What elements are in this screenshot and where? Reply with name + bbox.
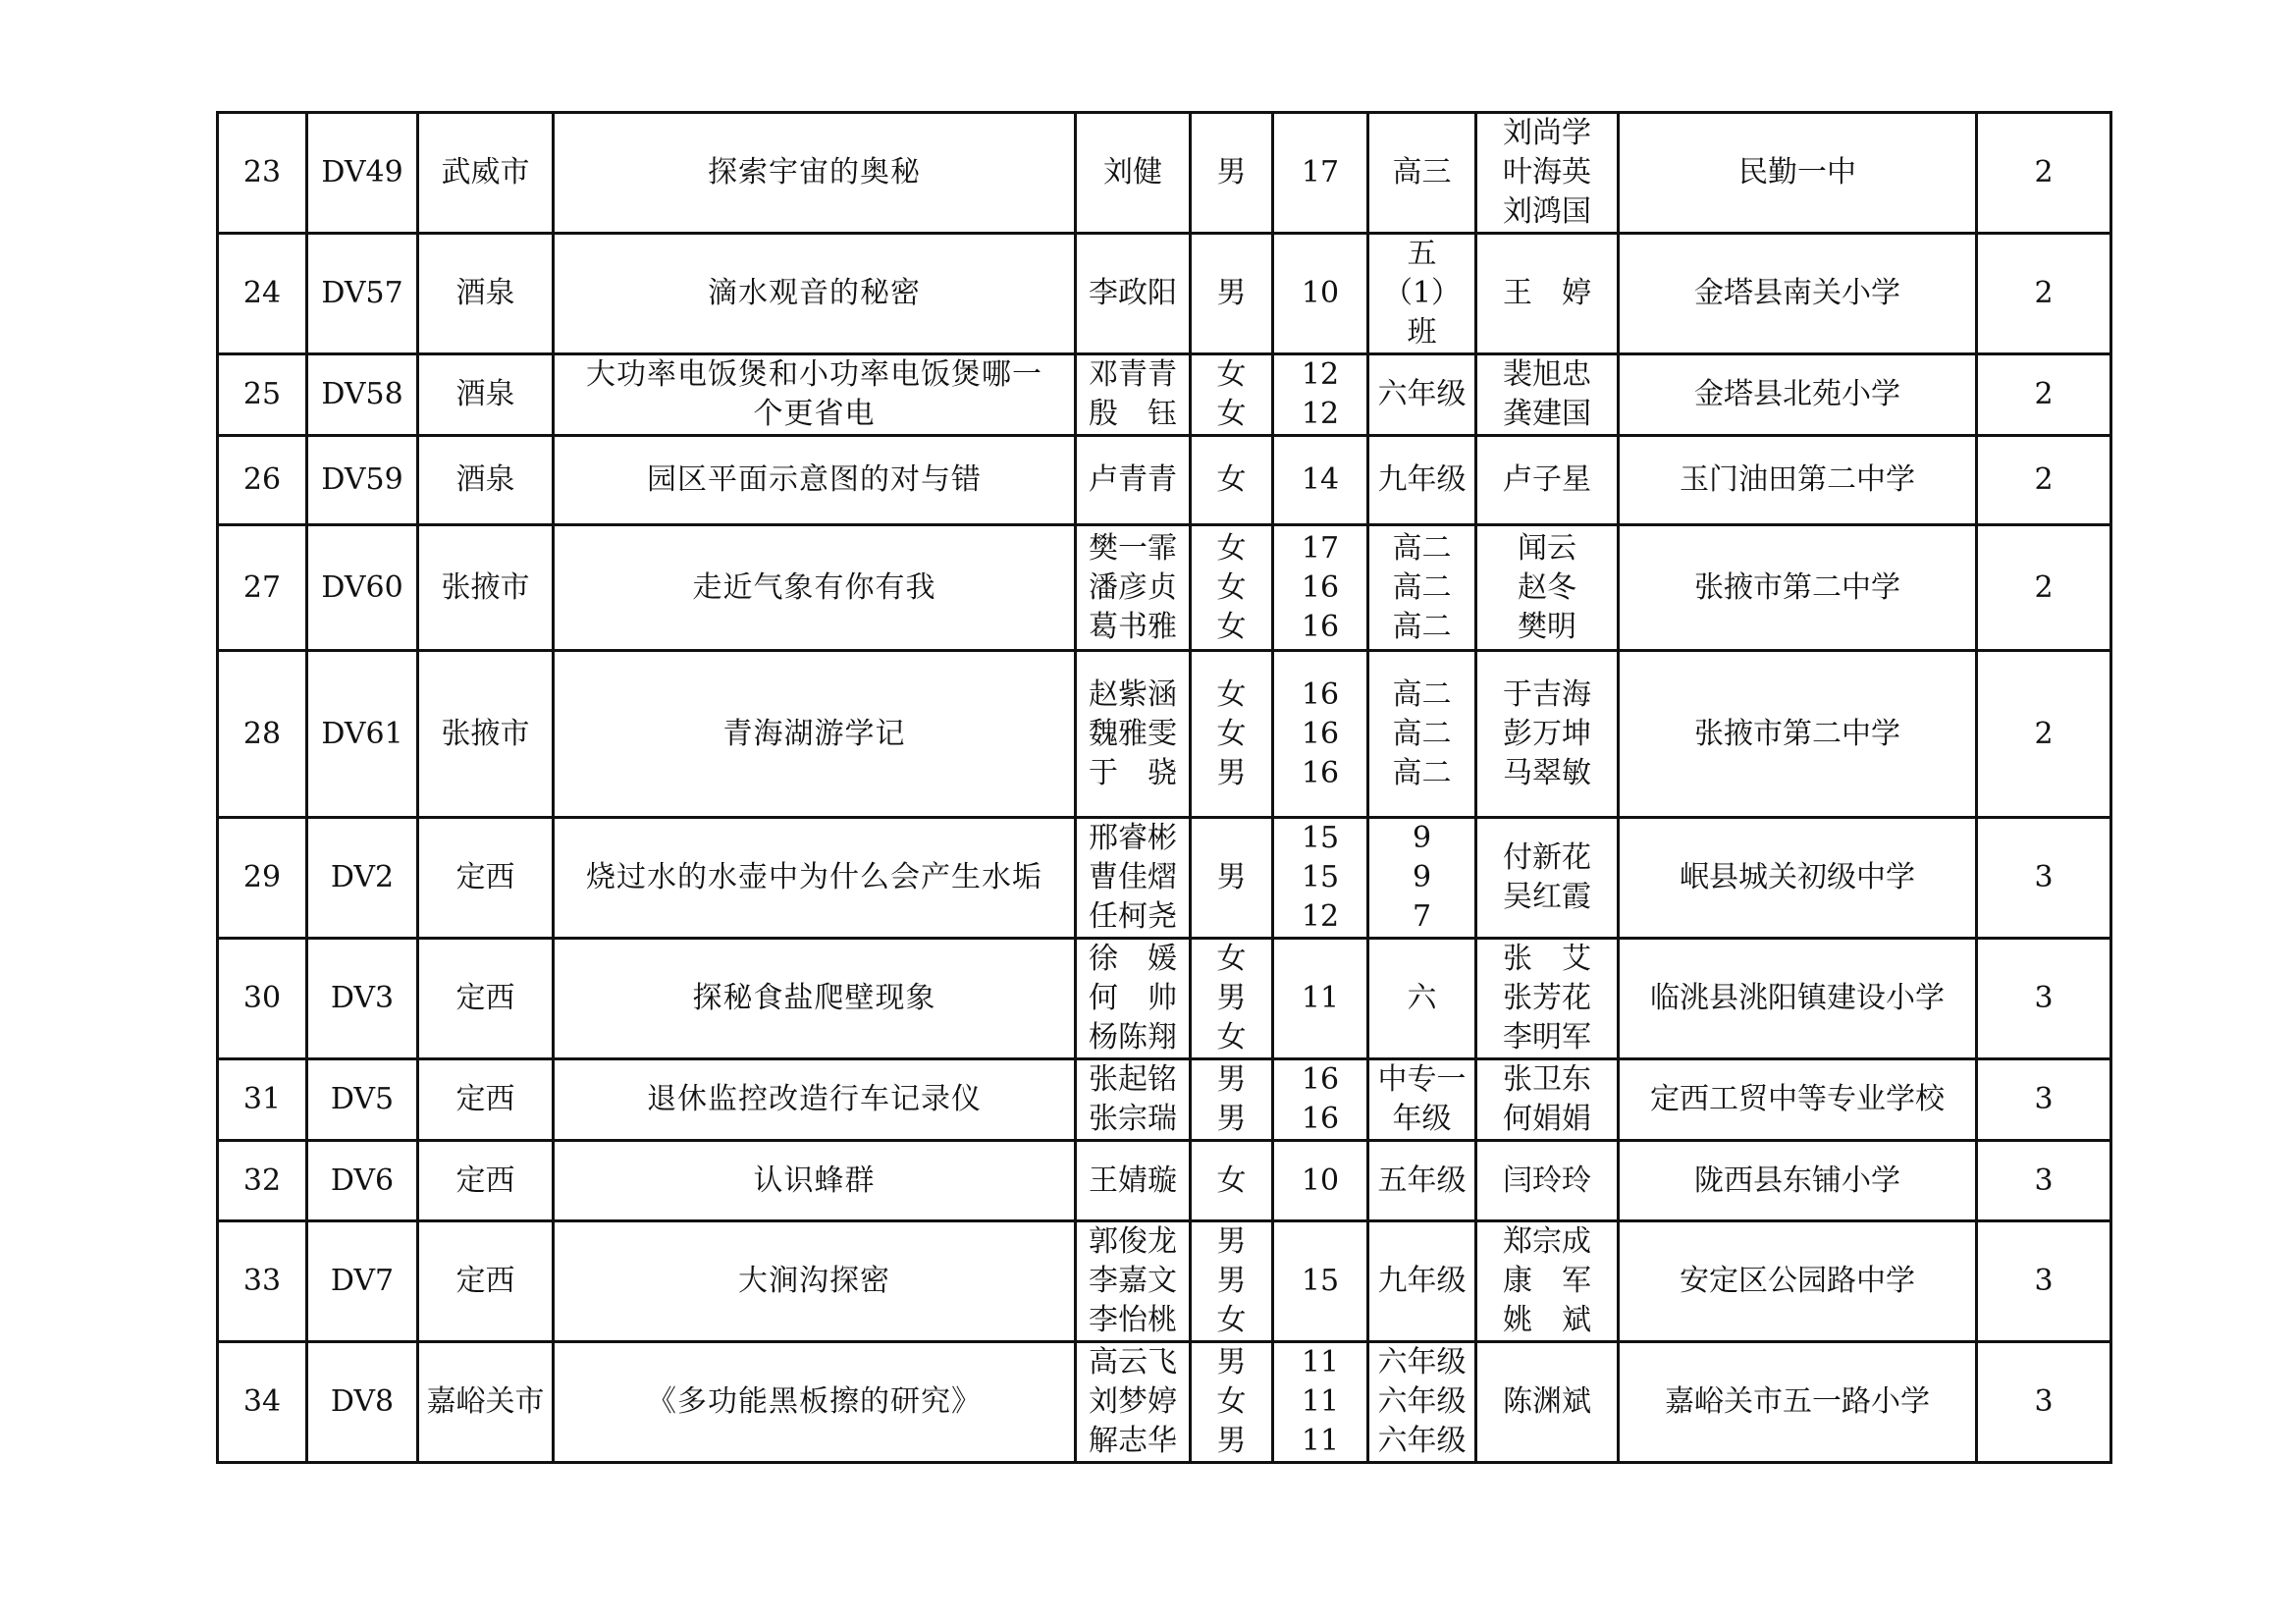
cell-work-title-line: 园区平面示意图的对与错 — [647, 462, 982, 497]
cell-region: 张掖市 — [418, 651, 554, 818]
cell-school: 嘉峪关市五一路小学 — [1619, 1342, 1977, 1463]
cell-teachers-line: 龚建国 — [1503, 397, 1591, 431]
cell-number: 27 — [218, 525, 307, 651]
cell-grades-line: 五 — [1407, 237, 1437, 271]
cell-authors-line: 张起铭 — [1089, 1062, 1177, 1097]
cell-region: 武威市 — [418, 113, 554, 234]
cell-teachers-line: 张芳花 — [1503, 981, 1591, 1015]
cell-work-title — [554, 1221, 1076, 1342]
cell-genders-line: 女 — [1216, 530, 1247, 566]
cell-work-title-line: 青海湖游学记 — [722, 716, 906, 751]
cell-teachers-line: 刘尚学 — [1503, 116, 1591, 150]
cell-ages-line: 15 — [1301, 821, 1340, 855]
cell-ages-line: 12 — [1301, 357, 1340, 392]
cell-region: 张掖市 — [418, 525, 554, 651]
cell-work-title-line: 烧过水的水壶中为什么会产生水垢 — [586, 860, 1042, 894]
cell-genders — [1191, 234, 1273, 354]
cell-genders — [1191, 651, 1273, 818]
cell-rank: 2 — [1977, 651, 2111, 818]
cell-teachers-line: 闻云 — [1518, 530, 1576, 566]
cell-authors — [1076, 1342, 1191, 1463]
cell-grades — [1368, 651, 1476, 818]
cell-teachers-line: 赵冬 — [1518, 569, 1576, 605]
cell-grades-line: 9 — [1412, 860, 1432, 894]
cell-authors-line: 徐 媛 — [1089, 942, 1177, 976]
cell-ages-line: 15 — [1301, 1264, 1340, 1298]
cell-teachers-line: 卢子星 — [1503, 462, 1591, 497]
cell-grades — [1368, 939, 1476, 1059]
cell-rank: 2 — [1977, 436, 2111, 525]
cell-rank: 3 — [1977, 939, 2111, 1059]
cell-region: 定西 — [418, 1059, 554, 1141]
cell-work-code: DV61 — [307, 651, 418, 818]
cell-teachers-line: 马翠敏 — [1503, 755, 1591, 790]
cell-authors — [1076, 113, 1191, 234]
cell-authors-line: 李怡桃 — [1089, 1303, 1177, 1337]
cell-genders-line: 男 — [1216, 155, 1247, 189]
cell-teachers-line: 于吉海 — [1503, 676, 1591, 712]
cell-genders-line: 女 — [1216, 676, 1247, 712]
cell-grades-line: 年级 — [1392, 1102, 1452, 1136]
cell-grades-line: 高三 — [1392, 155, 1452, 189]
cell-authors — [1076, 1141, 1191, 1221]
cell-work-title — [554, 651, 1076, 818]
cell-grades-line: 九年级 — [1377, 1264, 1467, 1298]
cell-authors — [1076, 818, 1191, 939]
cell-work-code: DV2 — [307, 818, 418, 939]
cell-teachers-line: 何娟娟 — [1503, 1102, 1591, 1136]
cell-grades-line: 高二 — [1392, 676, 1452, 712]
cell-grades — [1368, 1342, 1476, 1463]
cell-authors-line: 卢青青 — [1089, 462, 1177, 497]
cell-authors — [1076, 525, 1191, 651]
cell-genders-line: 男 — [1216, 1102, 1247, 1136]
cell-teachers — [1476, 113, 1619, 234]
cell-teachers — [1476, 1059, 1619, 1141]
cell-work-title — [554, 939, 1076, 1059]
cell-number: 32 — [218, 1141, 307, 1221]
cell-school: 张掖市第二中学 — [1619, 651, 1977, 818]
cell-grades-line: 六年级 — [1377, 377, 1467, 411]
cell-teachers-line: 刘鸿国 — [1503, 194, 1591, 229]
cell-work-code: DV59 — [307, 436, 418, 525]
cell-authors-line: 邓青青 — [1089, 357, 1177, 392]
cell-authors-line: 葛书雅 — [1089, 609, 1177, 644]
cell-genders — [1191, 436, 1273, 525]
cell-number: 33 — [218, 1221, 307, 1342]
cell-ages — [1273, 1141, 1368, 1221]
table-row — [218, 354, 2111, 436]
cell-teachers — [1476, 1342, 1619, 1463]
cell-authors-line: 杨陈翔 — [1089, 1020, 1177, 1055]
cell-teachers-line: 付新花 — [1503, 840, 1591, 875]
cell-grades-line: 高二 — [1392, 530, 1452, 566]
cell-work-code: DV3 — [307, 939, 418, 1059]
cell-work-title-line: 探秘食盐爬壁现象 — [692, 981, 936, 1015]
cell-genders-line: 女 — [1216, 462, 1247, 497]
cell-authors-line: 赵紫涵 — [1089, 676, 1177, 712]
cell-genders-line: 男 — [1216, 1345, 1247, 1380]
cell-teachers-line: 吴红霞 — [1503, 880, 1591, 914]
cell-work-title-line: 认识蜂群 — [753, 1163, 876, 1198]
cell-grades — [1368, 1059, 1476, 1141]
cell-grades — [1368, 525, 1476, 651]
cell-teachers-line: 王 婷 — [1503, 276, 1591, 310]
cell-teachers — [1476, 234, 1619, 354]
cell-work-title — [554, 818, 1076, 939]
cell-number: 25 — [218, 354, 307, 436]
cell-rank: 3 — [1977, 818, 2111, 939]
cell-ages — [1273, 354, 1368, 436]
cell-work-code: DV7 — [307, 1221, 418, 1342]
cell-genders-line: 女 — [1216, 942, 1247, 976]
cell-school: 张掖市第二中学 — [1619, 525, 1977, 651]
cell-ages — [1273, 525, 1368, 651]
cell-genders-line: 男 — [1216, 1224, 1247, 1259]
cell-genders-line: 男 — [1216, 1062, 1247, 1097]
cell-teachers — [1476, 818, 1619, 939]
cell-teachers-line: 姚 斌 — [1503, 1303, 1591, 1337]
cell-school: 陇西县东铺小学 — [1619, 1141, 1977, 1221]
cell-authors-line: 李政阳 — [1089, 276, 1177, 310]
cell-teachers-line: 叶海英 — [1503, 155, 1591, 189]
cell-authors — [1076, 939, 1191, 1059]
cell-ages-line: 12 — [1301, 397, 1340, 431]
cell-authors-line: 李嘉文 — [1089, 1264, 1177, 1298]
cell-region: 酒泉 — [418, 354, 554, 436]
cell-grades-line: （1） — [1382, 276, 1462, 310]
cell-number: 26 — [218, 436, 307, 525]
cell-genders-line: 男 — [1216, 1424, 1247, 1458]
cell-rank: 2 — [1977, 354, 2111, 436]
cell-authors — [1076, 436, 1191, 525]
cell-ages-line: 16 — [1301, 755, 1340, 790]
cell-work-code: DV6 — [307, 1141, 418, 1221]
cell-teachers-line: 郑宗成 — [1503, 1224, 1591, 1259]
cell-authors-line: 任柯尧 — [1089, 899, 1177, 934]
cell-authors-line: 曹佳熠 — [1089, 860, 1177, 894]
cell-number: 24 — [218, 234, 307, 354]
cell-ages — [1273, 113, 1368, 234]
cell-genders — [1191, 113, 1273, 234]
cell-genders — [1191, 525, 1273, 651]
cell-teachers-line: 陈渊斌 — [1503, 1384, 1591, 1419]
cell-ages — [1273, 1059, 1368, 1141]
cell-work-title — [554, 113, 1076, 234]
cell-genders — [1191, 1221, 1273, 1342]
cell-teachers — [1476, 525, 1619, 651]
cell-authors — [1076, 354, 1191, 436]
cell-grades-line: 高二 — [1392, 716, 1452, 751]
cell-teachers-line: 裴旭忠 — [1503, 357, 1591, 392]
cell-school: 金塔县南关小学 — [1619, 234, 1977, 354]
cell-rank: 3 — [1977, 1059, 2111, 1141]
cell-genders — [1191, 1342, 1273, 1463]
cell-work-title — [554, 354, 1076, 436]
cell-ages-line: 10 — [1301, 1163, 1340, 1198]
cell-school: 安定区公园路中学 — [1619, 1221, 1977, 1342]
cell-work-title-line: 大涧沟探密 — [738, 1264, 890, 1298]
cell-genders-line: 女 — [1216, 1020, 1247, 1055]
cell-school: 玉门油田第二中学 — [1619, 436, 1977, 525]
cell-grades-line: 高二 — [1392, 569, 1452, 605]
cell-authors — [1076, 234, 1191, 354]
cell-authors-line: 王婧璇 — [1089, 1163, 1177, 1198]
cell-teachers-line: 张 艾 — [1503, 942, 1591, 976]
cell-authors — [1076, 651, 1191, 818]
cell-grades — [1368, 436, 1476, 525]
cell-school: 金塔县北苑小学 — [1619, 354, 1977, 436]
cell-grades — [1368, 234, 1476, 354]
cell-authors-line: 殷 钰 — [1089, 397, 1177, 431]
cell-region: 定西 — [418, 1221, 554, 1342]
cell-authors-line: 刘梦婷 — [1089, 1384, 1177, 1419]
cell-work-title-line: 探索宇宙的奥秘 — [708, 155, 921, 189]
cell-authors-line: 解志华 — [1089, 1424, 1177, 1458]
cell-ages-line: 16 — [1301, 569, 1340, 605]
cell-work-title — [554, 525, 1076, 651]
cell-teachers — [1476, 1141, 1619, 1221]
cell-region: 酒泉 — [418, 234, 554, 354]
cell-grades-line: 9 — [1412, 821, 1432, 855]
table-row — [218, 234, 2111, 354]
cell-grades-line: 五年级 — [1377, 1163, 1467, 1198]
cell-authors — [1076, 1221, 1191, 1342]
cell-teachers — [1476, 1221, 1619, 1342]
cell-number: 29 — [218, 818, 307, 939]
table-body — [218, 113, 2111, 1463]
cell-authors-line: 樊一霏 — [1089, 530, 1177, 566]
cell-genders-line: 女 — [1216, 397, 1247, 431]
cell-ages-line: 11 — [1301, 1424, 1340, 1458]
cell-genders — [1191, 354, 1273, 436]
cell-grades — [1368, 113, 1476, 234]
cell-region: 定西 — [418, 818, 554, 939]
cell-work-code: DV5 — [307, 1059, 418, 1141]
cell-work-title-line: 《多功能黑板擦的研究》 — [647, 1384, 982, 1419]
cell-ages-line: 17 — [1301, 530, 1340, 566]
cell-teachers-line: 彭万坤 — [1503, 716, 1591, 751]
cell-teachers — [1476, 939, 1619, 1059]
cell-grades-line: 六年级 — [1377, 1345, 1467, 1380]
cell-teachers-line: 闫玲玲 — [1503, 1163, 1591, 1198]
cell-rank: 3 — [1977, 1221, 2111, 1342]
cell-work-code: DV57 — [307, 234, 418, 354]
cell-rank: 2 — [1977, 113, 2111, 234]
cell-genders — [1191, 1141, 1273, 1221]
cell-genders-line: 男 — [1216, 860, 1247, 894]
cell-rank: 3 — [1977, 1141, 2111, 1221]
cell-grades-line: 六年级 — [1377, 1424, 1467, 1458]
cell-region: 定西 — [418, 939, 554, 1059]
cell-genders — [1191, 939, 1273, 1059]
cell-ages-line: 11 — [1301, 1345, 1340, 1380]
cell-number: 23 — [218, 113, 307, 234]
cell-ages — [1273, 436, 1368, 525]
table-row — [218, 1342, 2111, 1463]
table-row — [218, 1059, 2111, 1141]
cell-genders-line: 女 — [1216, 1163, 1247, 1198]
cell-work-title-line: 退休监控改造行车记录仪 — [647, 1082, 982, 1116]
table-row — [218, 436, 2111, 525]
cell-genders-line: 男 — [1216, 276, 1247, 310]
cell-work-title-line: 走近气象有你有我 — [692, 569, 936, 605]
cell-work-title — [554, 436, 1076, 525]
cell-ages-line: 10 — [1301, 276, 1340, 310]
cell-ages-line: 16 — [1301, 1102, 1340, 1136]
cell-genders-line: 女 — [1216, 1384, 1247, 1419]
cell-teachers-line: 李明军 — [1503, 1020, 1591, 1055]
cell-ages — [1273, 651, 1368, 818]
cell-authors-line: 郭俊龙 — [1089, 1224, 1177, 1259]
cell-grades-line: 六年级 — [1377, 1384, 1467, 1419]
table-row — [218, 113, 2111, 234]
cell-authors-line: 魏雅雯 — [1089, 716, 1177, 751]
cell-grades — [1368, 1221, 1476, 1342]
cell-work-title — [554, 1059, 1076, 1141]
cell-work-code: DV58 — [307, 354, 418, 436]
cell-authors-line: 潘彦贞 — [1089, 569, 1177, 605]
cell-grades-line: 高二 — [1392, 755, 1452, 790]
cell-work-code: DV8 — [307, 1342, 418, 1463]
cell-rank: 2 — [1977, 234, 2111, 354]
cell-ages-line: 12 — [1301, 899, 1340, 934]
cell-grades — [1368, 818, 1476, 939]
cell-genders-line: 女 — [1216, 569, 1247, 605]
cell-authors — [1076, 1059, 1191, 1141]
cell-genders-line: 男 — [1216, 755, 1247, 790]
award-list-table — [216, 111, 2112, 1464]
cell-number: 30 — [218, 939, 307, 1059]
table-row — [218, 818, 2111, 939]
cell-number: 31 — [218, 1059, 307, 1141]
cell-genders-line: 男 — [1216, 1264, 1247, 1298]
cell-ages — [1273, 818, 1368, 939]
cell-ages-line: 16 — [1301, 1062, 1340, 1097]
cell-genders — [1191, 818, 1273, 939]
cell-work-code: DV49 — [307, 113, 418, 234]
cell-authors-line: 高云飞 — [1089, 1345, 1177, 1380]
cell-teachers — [1476, 436, 1619, 525]
cell-genders-line: 女 — [1216, 357, 1247, 392]
cell-number: 28 — [218, 651, 307, 818]
cell-ages-line: 16 — [1301, 716, 1340, 751]
cell-ages — [1273, 1342, 1368, 1463]
cell-grades — [1368, 1141, 1476, 1221]
cell-grades-line: 班 — [1407, 315, 1437, 350]
cell-work-title — [554, 1342, 1076, 1463]
cell-ages-line: 11 — [1301, 1384, 1340, 1419]
cell-ages — [1273, 234, 1368, 354]
cell-ages — [1273, 939, 1368, 1059]
cell-authors-line: 张宗瑞 — [1089, 1102, 1177, 1136]
table-row — [218, 651, 2111, 818]
table-row — [218, 1141, 2111, 1221]
cell-work-code: DV60 — [307, 525, 418, 651]
cell-ages-line: 16 — [1301, 609, 1340, 644]
cell-genders-line: 女 — [1216, 1303, 1247, 1337]
cell-genders-line: 男 — [1216, 981, 1247, 1015]
cell-genders — [1191, 1059, 1273, 1141]
cell-work-title-line: 大功率电饭煲和小功率电饭煲哪一 — [586, 357, 1042, 392]
cell-authors-line: 于 骁 — [1089, 755, 1177, 790]
cell-teachers-line: 樊明 — [1518, 609, 1576, 644]
cell-school: 岷县城关初级中学 — [1619, 818, 1977, 939]
cell-work-title-line: 个更省电 — [753, 397, 876, 431]
cell-grades-line: 六 — [1407, 981, 1437, 1015]
cell-authors-line: 邢睿彬 — [1089, 821, 1177, 855]
cell-grades-line: 高二 — [1392, 609, 1452, 644]
cell-ages — [1273, 1221, 1368, 1342]
cell-rank: 3 — [1977, 1342, 2111, 1463]
cell-ages-line: 14 — [1301, 462, 1340, 497]
table-row — [218, 1221, 2111, 1342]
cell-grades-line: 九年级 — [1377, 462, 1467, 497]
cell-region: 酒泉 — [418, 436, 554, 525]
cell-region: 定西 — [418, 1141, 554, 1221]
cell-grades — [1368, 354, 1476, 436]
cell-ages-line: 11 — [1301, 981, 1340, 1015]
cell-teachers — [1476, 651, 1619, 818]
cell-ages-line: 15 — [1301, 860, 1340, 894]
table-row — [218, 525, 2111, 651]
cell-school: 定西工贸中等专业学校 — [1619, 1059, 1977, 1141]
cell-authors-line: 何 帅 — [1089, 981, 1177, 1015]
cell-teachers-line: 康 军 — [1503, 1264, 1591, 1298]
cell-number: 34 — [218, 1342, 307, 1463]
cell-authors-line: 刘健 — [1103, 155, 1162, 189]
cell-grades-line: 7 — [1412, 899, 1432, 934]
cell-genders-line: 女 — [1216, 609, 1247, 644]
cell-grades-line: 中专一 — [1377, 1062, 1467, 1097]
cell-teachers — [1476, 354, 1619, 436]
cell-work-title — [554, 234, 1076, 354]
cell-genders-line: 女 — [1216, 716, 1247, 751]
cell-work-title-line: 滴水观音的秘密 — [708, 276, 921, 310]
cell-rank: 2 — [1977, 525, 2111, 651]
cell-ages-line: 16 — [1301, 676, 1340, 712]
cell-region: 嘉峪关市 — [418, 1342, 554, 1463]
cell-teachers-line: 张卫东 — [1503, 1062, 1591, 1097]
cell-school: 临洮县洮阳镇建设小学 — [1619, 939, 1977, 1059]
table-row — [218, 939, 2111, 1059]
cell-school: 民勤一中 — [1619, 113, 1977, 234]
cell-work-title — [554, 1141, 1076, 1221]
cell-ages-line: 17 — [1301, 155, 1340, 189]
